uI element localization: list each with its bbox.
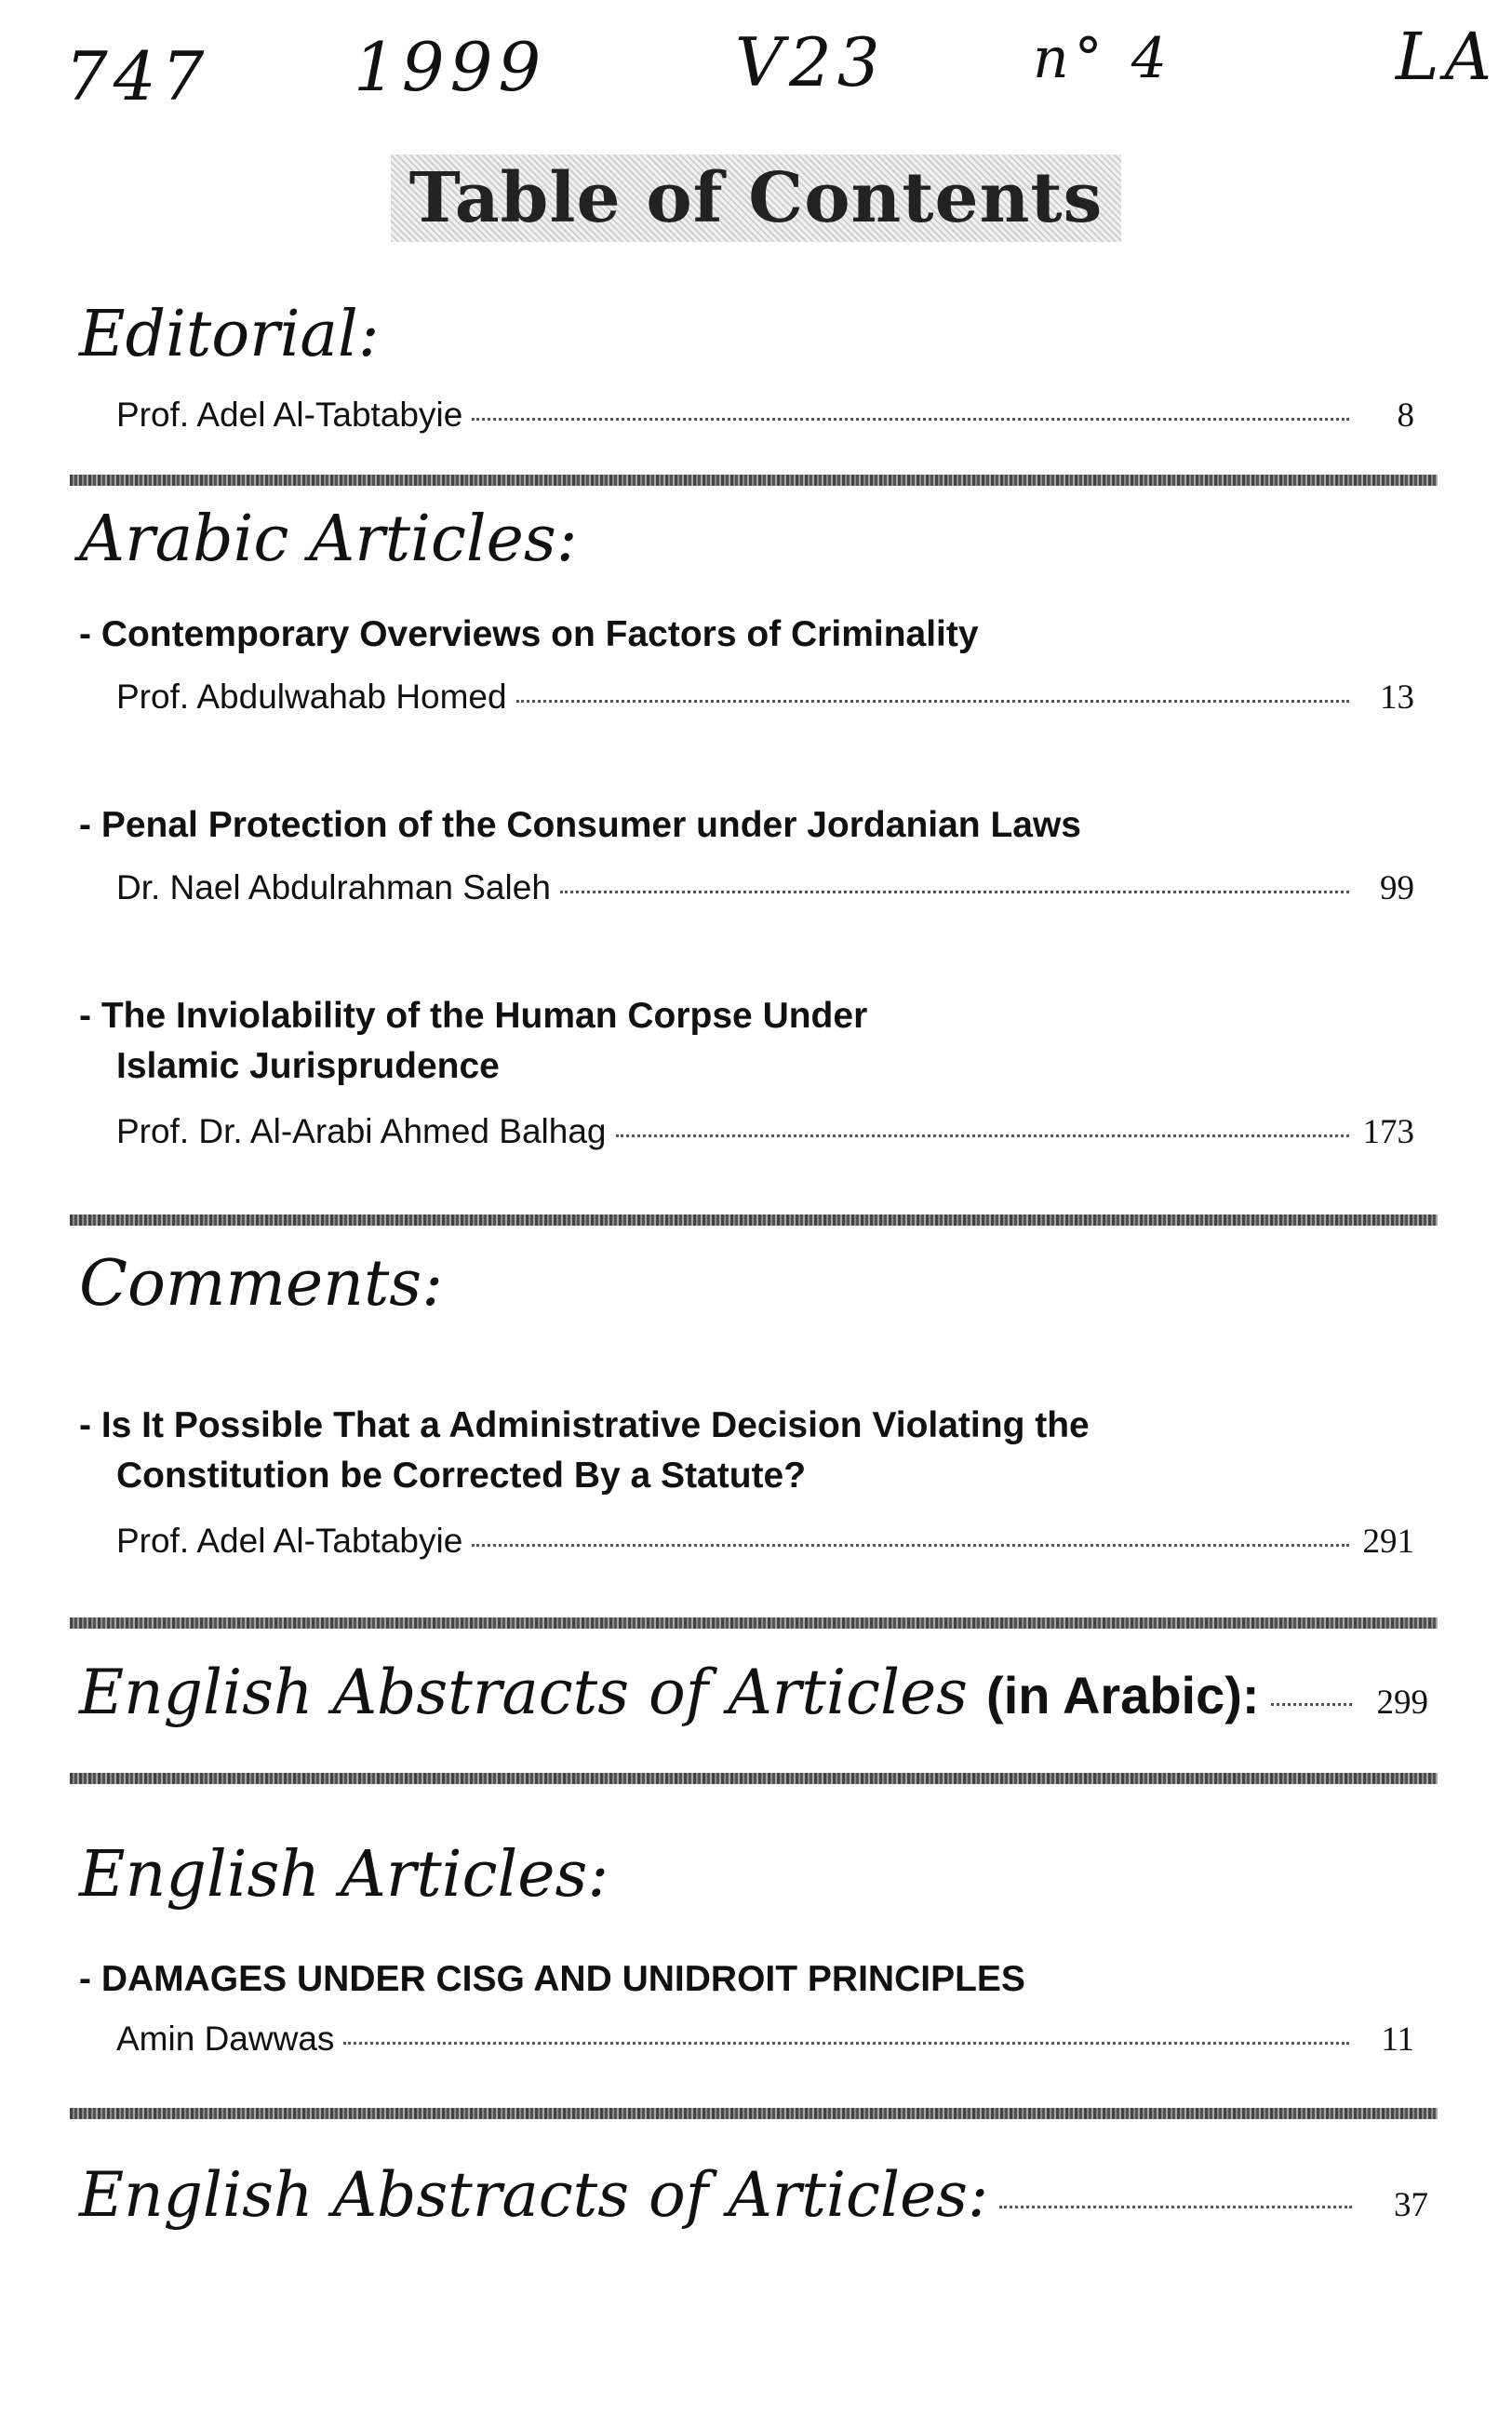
handwritten-volume: V23 <box>735 23 886 101</box>
handwritten-number: 747 <box>65 37 210 115</box>
section-divider <box>70 1617 1438 1629</box>
section-divider <box>70 1214 1438 1226</box>
english-articles-heading: English Articles: <box>79 1838 609 1912</box>
leader-dots <box>616 1134 1350 1137</box>
section-divider <box>70 2108 1438 2119</box>
article-title[interactable]: - Contemporary Overviews on Factors of Criminality <box>79 614 979 654</box>
entry-author: Prof. Adel Al-Tabtabyie <box>116 1522 463 1560</box>
section-divider <box>70 475 1438 486</box>
article-title[interactable]: - Penal Protection of the Consumer under Jordanian Laws <box>79 805 1081 845</box>
leader-dots <box>343 2042 1349 2045</box>
entry-page-number: 173 <box>1362 1113 1414 1151</box>
handwritten-issue: n° 4 <box>1033 26 1172 91</box>
comment-entry[interactable] <box>116 1522 1414 1562</box>
leader-dots <box>472 418 1349 421</box>
leader-dots <box>472 1544 1349 1547</box>
comment-title-line1: - Is It Possible That a Administrative Decision Violating the <box>79 1405 1090 1445</box>
comment-title[interactable] <box>79 1401 1428 1501</box>
page-title-text: Table of Contents <box>391 154 1122 242</box>
editorial-entry[interactable] <box>116 396 1414 436</box>
article-entry[interactable] <box>116 1112 1414 1152</box>
comments-heading: Comments: <box>79 1247 444 1321</box>
entry-page-number: 291 <box>1362 1523 1414 1561</box>
entry-page-number: 13 <box>1380 678 1414 717</box>
article-title-line1: - The Inviolability of the Human Corpse Under <box>79 996 868 1036</box>
entry-page-number: 99 <box>1380 869 1414 907</box>
english-abstracts-arabic-suffix: (in Arabic): <box>986 1666 1260 1724</box>
english-article-title[interactable]: - DAMAGES UNDER CISG AND UNIDROIT PRINCIPLES <box>79 1959 1025 1999</box>
leader-dots <box>516 700 1349 703</box>
handwritten-year: 1999 <box>354 28 547 106</box>
leader-dots <box>560 891 1349 893</box>
entry-page-number: 299 <box>1376 1684 1428 1722</box>
entry-author: Prof. Abdulwahab Homed <box>116 678 507 716</box>
entry-page-number: 37 <box>1394 2186 1428 2224</box>
comment-title-line2: Constitution be Corrected By a Statute? <box>116 1456 807 1496</box>
english-article-entry[interactable] <box>116 2020 1414 2060</box>
article-entry[interactable] <box>116 678 1414 718</box>
editorial-heading: Editorial: <box>79 298 380 371</box>
english-abstracts-arabic-heading: English Abstracts of Articles <box>79 1657 969 1728</box>
entry-author: Prof. Dr. Al-Arabi Ahmed Balhag <box>116 1112 607 1150</box>
article-entry[interactable] <box>116 868 1414 908</box>
entry-author: Dr. Nael Abdulrahman Saleh <box>116 868 551 906</box>
page-title <box>0 158 1512 238</box>
entry-page-number: 8 <box>1397 396 1414 435</box>
entry-page-number: 11 <box>1381 2020 1414 2059</box>
leader-dots <box>1271 1703 1352 1706</box>
english-abstracts-entry[interactable] <box>79 2159 1428 2231</box>
handwritten-code: LA <box>1396 19 1498 95</box>
entry-author: Prof. Adel Al-Tabtabyie <box>116 396 463 434</box>
section-divider <box>70 1773 1438 1784</box>
leader-dots <box>999 2206 1352 2208</box>
article-title[interactable] <box>79 991 1428 1092</box>
english-abstracts-heading: English Abstracts of Articles: <box>79 2159 989 2231</box>
english-abstracts-arabic-entry[interactable] <box>79 1657 1428 1728</box>
entry-author: Amin Dawwas <box>116 2020 335 2058</box>
arabic-articles-heading: Arabic Articles: <box>79 503 578 576</box>
article-title-line2: Islamic Jurisprudence <box>116 1046 500 1086</box>
